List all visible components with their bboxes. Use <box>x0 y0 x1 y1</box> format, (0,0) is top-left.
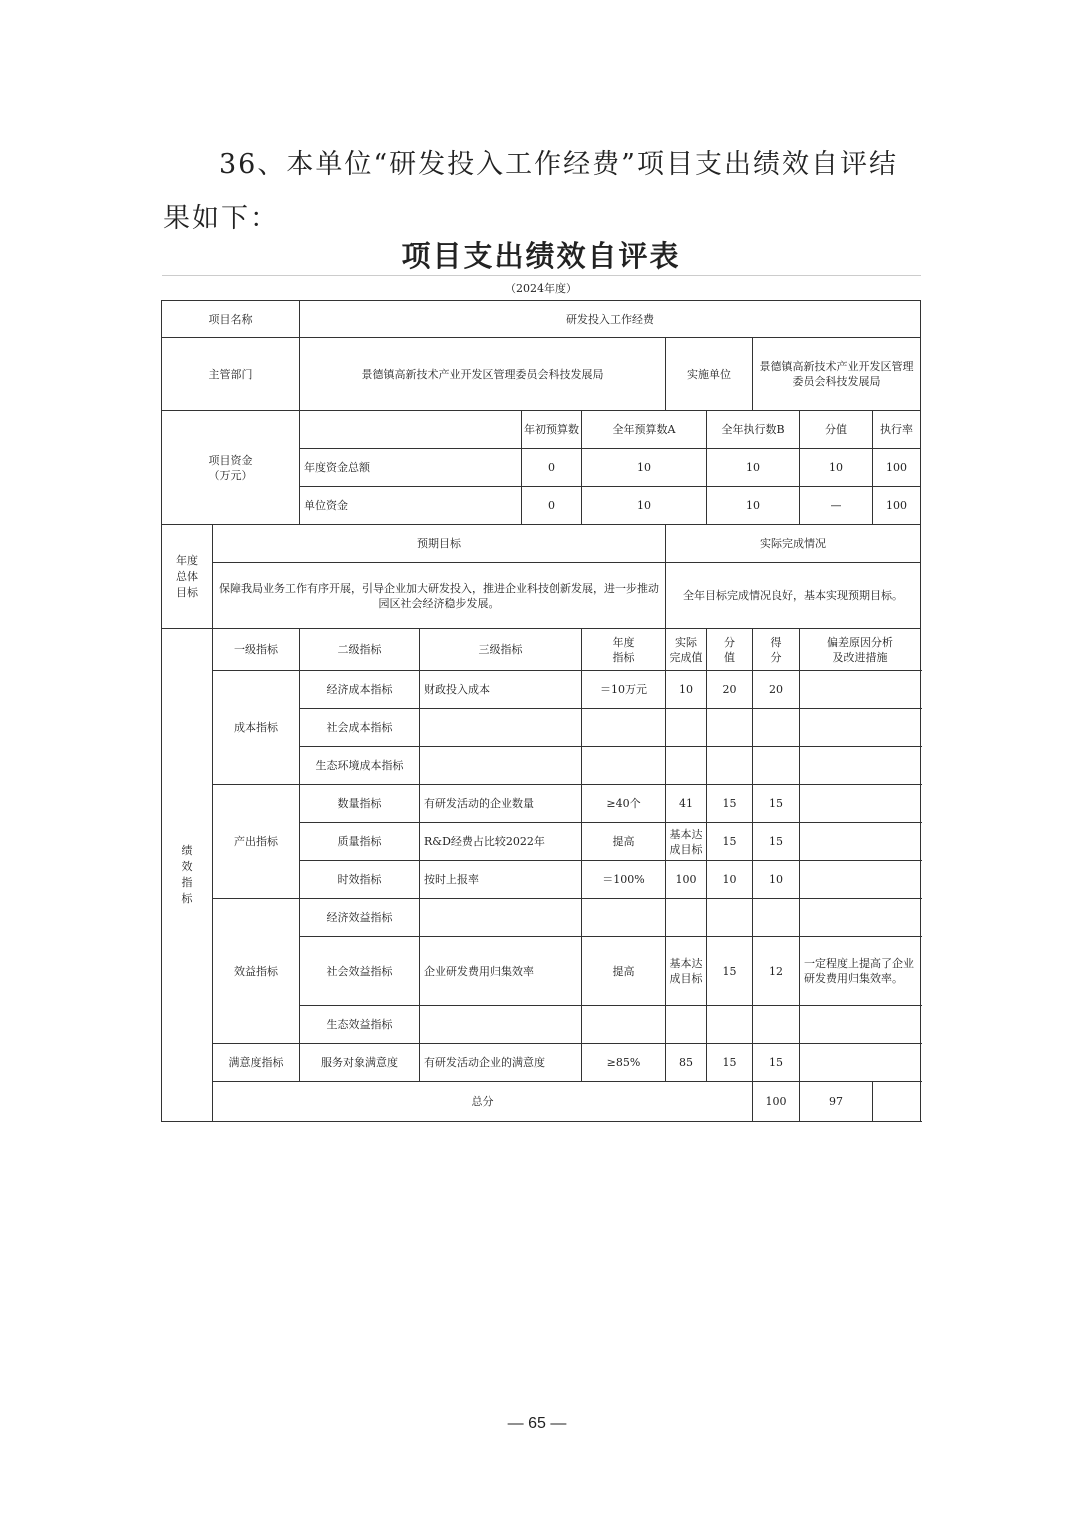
evaluation-table <box>161 237 921 1122</box>
perf-score: 15 <box>707 823 753 861</box>
perf-target <box>582 899 666 937</box>
total-label: 总分 <box>213 1082 753 1122</box>
expected-goal-text: 保障我局业务工作有序开展，引导企业加大研发投入，推进企业科技创新发展，进一步推动园区社会经济稳步发展。 <box>213 563 666 629</box>
perf-actual: 基本达成目标 <box>666 823 707 861</box>
table-title: 项目支出绩效自评表 <box>401 238 681 273</box>
funds-header-points: 分值 <box>800 411 873 449</box>
perf-actual <box>666 1006 707 1044</box>
perf-target <box>582 747 666 785</box>
funds-cell: 0 <box>522 449 582 487</box>
perf-l2: 数量指标 <box>300 785 420 823</box>
perf-header: 分 值 <box>707 629 753 671</box>
funds-cell: 10 <box>582 449 707 487</box>
perf-actual: 100 <box>666 861 707 899</box>
perf-score: 15 <box>707 785 753 823</box>
perf-got: 15 <box>753 785 800 823</box>
funds-header-annual: 全年预算数A <box>582 411 707 449</box>
perf-header: 偏差原因分析 及改进措施 <box>800 629 921 671</box>
perf-l2: 服务对象满意度 <box>300 1044 420 1082</box>
impl-label: 实施单位 <box>666 338 753 411</box>
funds-cell: 10 <box>707 449 800 487</box>
expected-goal-label: 预期目标 <box>213 525 666 563</box>
perf-l3: R&D经费占比较2022年 <box>420 823 582 861</box>
perf-l3: 按时上报率 <box>420 861 582 899</box>
perf-target: 提高 <box>582 937 666 1006</box>
perf-l3 <box>420 709 582 747</box>
perf-actual: 基本达成目标 <box>666 937 707 1006</box>
actual-result-label: 实际完成情况 <box>666 525 921 563</box>
funds-row-name: 年度资金总额 <box>300 449 522 487</box>
funds-cell: — <box>800 487 873 525</box>
perf-group-cost: 成本指标 <box>213 671 300 785</box>
perf-note <box>800 1044 921 1082</box>
perf-got: 20 <box>753 671 800 709</box>
perf-actual: 41 <box>666 785 707 823</box>
perf-actual: 85 <box>666 1044 707 1082</box>
perf-got <box>753 1006 800 1044</box>
funds-row-name: 单位资金 <box>300 487 522 525</box>
perf-got: 15 <box>753 1044 800 1082</box>
goals-label: 年度 总体 目标 <box>162 525 213 629</box>
perf-l2: 质量指标 <box>300 823 420 861</box>
perf-l3 <box>420 747 582 785</box>
perf-note <box>800 785 921 823</box>
perf-score <box>707 747 753 785</box>
perf-score: 15 <box>707 937 753 1006</box>
funds-cell: 10 <box>707 487 800 525</box>
perf-l2: 生态环境成本指标 <box>300 747 420 785</box>
perf-target <box>582 1006 666 1044</box>
perf-l3: 财政投入成本 <box>420 671 582 709</box>
intro-paragraph: 36、本单位“研发投入工作经费”项目支出绩效自评结果如下： <box>163 149 898 234</box>
perf-got <box>753 709 800 747</box>
perf-score: 10 <box>707 861 753 899</box>
perf-got <box>753 899 800 937</box>
perf-actual <box>666 747 707 785</box>
perf-got: 10 <box>753 861 800 899</box>
perf-group-satisfaction: 满意度指标 <box>213 1044 300 1082</box>
perf-l2: 时效指标 <box>300 861 420 899</box>
funds-cell: 0 <box>522 487 582 525</box>
perf-l3: 企业研发费用归集效率 <box>420 937 582 1006</box>
perf-l3: 有研发活动的企业数量 <box>420 785 582 823</box>
perf-note: 一定程度上提高了企业研发费用归集效率。 <box>800 937 921 1006</box>
perf-l2: 社会成本指标 <box>300 709 420 747</box>
perf-got: 15 <box>753 823 800 861</box>
perf-header: 年度 指标 <box>582 629 666 671</box>
perf-note <box>800 1006 921 1044</box>
funds-header-executed: 全年执行数B <box>707 411 800 449</box>
impl-value: 景德镇高新技术产业开发区管理委员会科技发展局 <box>753 338 921 411</box>
perf-header: 二级指标 <box>300 629 420 671</box>
project-name-label: 项目名称 <box>162 301 300 338</box>
perf-note <box>800 861 921 899</box>
perf-group-output: 产出指标 <box>213 785 300 899</box>
actual-result-text: 全年目标完成情况良好，基本实现预期目标。 <box>666 563 921 629</box>
perf-l2: 社会效益指标 <box>300 937 420 1006</box>
funds-cell: 10 <box>582 487 707 525</box>
funds-label: 项目资金 （万元） <box>162 411 300 525</box>
perf-target: ＝100% <box>582 861 666 899</box>
perf-l3 <box>420 1006 582 1044</box>
perf-note <box>800 823 921 861</box>
evaluation-sheet <box>161 237 920 1122</box>
perf-l3: 有研发活动企业的满意度 <box>420 1044 582 1082</box>
perf-score: 20 <box>707 671 753 709</box>
project-name: 研发投入工作经费 <box>300 301 921 338</box>
perf-actual <box>666 709 707 747</box>
total-note <box>873 1082 921 1122</box>
total-score: 100 <box>753 1082 800 1122</box>
perf-header: 得 分 <box>753 629 800 671</box>
perf-actual <box>666 899 707 937</box>
perf-score <box>707 899 753 937</box>
perf-header: 一级指标 <box>213 629 300 671</box>
perf-target: 提高 <box>582 823 666 861</box>
perf-note <box>800 709 921 747</box>
funds-header-rate: 执行率 <box>873 411 921 449</box>
funds-cell: 10 <box>800 449 873 487</box>
perf-l2: 经济效益指标 <box>300 899 420 937</box>
perf-header: 实际 完成值 <box>666 629 707 671</box>
perf-actual: 10 <box>666 671 707 709</box>
perf-target: ≥85% <box>582 1044 666 1082</box>
perf-score: 15 <box>707 1044 753 1082</box>
perf-note <box>800 747 921 785</box>
dept-label: 主管部门 <box>162 338 300 411</box>
total-got: 97 <box>800 1082 873 1122</box>
funds-cell: 100 <box>873 449 921 487</box>
funds-header-initial: 年初预算数 <box>522 411 582 449</box>
perf-label: 绩 效 指 标 <box>162 629 213 1122</box>
perf-score <box>707 1006 753 1044</box>
perf-l2: 生态效益指标 <box>300 1006 420 1044</box>
funds-cell: 100 <box>873 487 921 525</box>
perf-target <box>582 709 666 747</box>
perf-header: 三级指标 <box>420 629 582 671</box>
perf-note <box>800 671 921 709</box>
perf-l2: 经济成本指标 <box>300 671 420 709</box>
year-label: （2024年度） <box>162 276 921 301</box>
perf-target: ≥40个 <box>582 785 666 823</box>
dept-value: 景德镇高新技术产业开发区管理委员会科技发展局 <box>300 338 666 411</box>
perf-got <box>753 747 800 785</box>
perf-got: 12 <box>753 937 800 1006</box>
funds-header-blank <box>300 411 522 449</box>
page-number: — 65 — <box>507 1415 567 1432</box>
perf-score <box>707 709 753 747</box>
perf-note <box>800 899 921 937</box>
perf-group-benefit: 效益指标 <box>213 899 300 1044</box>
perf-l3 <box>420 899 582 937</box>
perf-target: ＝10万元 <box>582 671 666 709</box>
